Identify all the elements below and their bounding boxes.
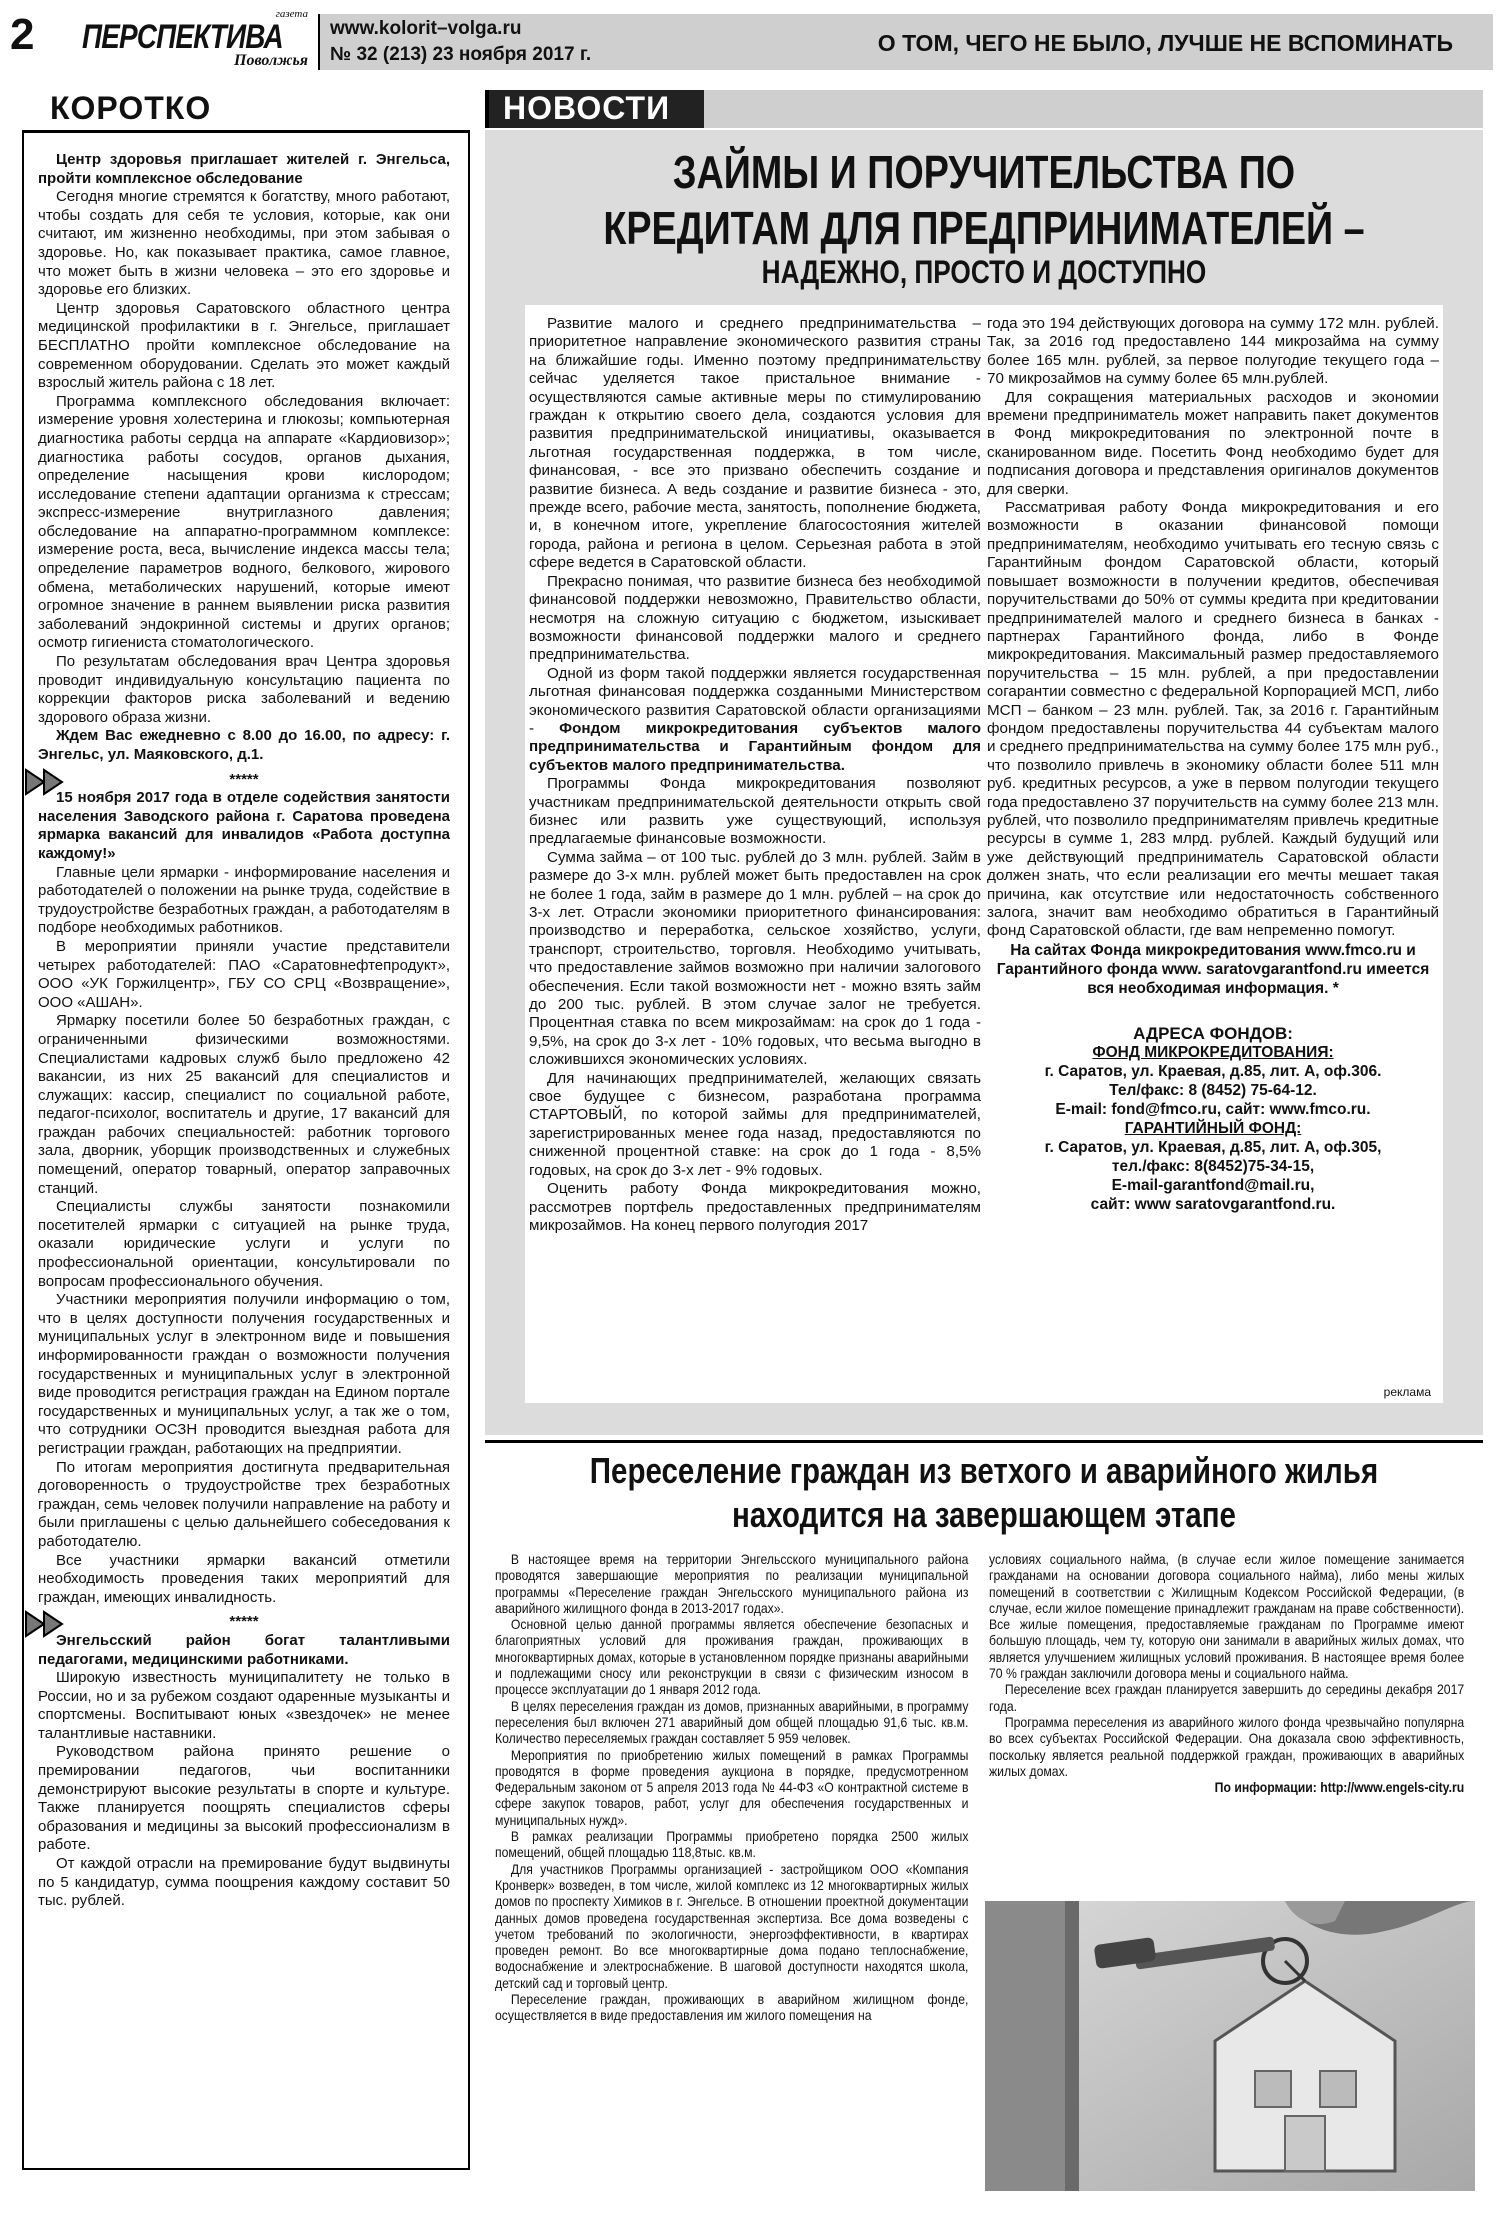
korotko-header xyxy=(22,90,470,128)
novosti-title: НОВОСТИ xyxy=(503,90,671,126)
fund1-address: г. Саратов, ул. Краевая, д.85, лит. А, оф.306. xyxy=(1044,1062,1382,1080)
ad-body xyxy=(525,305,1443,1403)
page-number: 2 xyxy=(10,10,35,59)
fund1-email: E-mail: fond@fmco.ru, сайт: www.fmco.ru. xyxy=(1055,1100,1371,1118)
fund2-site: сайт: www saratovgarantfond.ru. xyxy=(1090,1195,1336,1213)
fund2-title: ГАРАНТИЙНЫЙ ФОНД: xyxy=(1124,1119,1302,1137)
fund2-phone: тел./факс: 8(8452)75-34-15, xyxy=(1111,1157,1315,1175)
item2-paragraph: Специалисты службы занятости познакомили посетителей ярмарки с ситуацией на рынке труда, оказали юридические услуги и услуги по профессиональной ориентации, консультировали по вопросам профессионального обучения. xyxy=(38,1198,450,1290)
ad-headline: ЗАЙМЫ И ПОРУЧИТЕЛЬСТВА ПО КРЕДИТАМ ДЛЯ ПРЕДПРИНИМАТЕЛЕЙ – xyxy=(603,146,1365,254)
ad-paragraph: Развитие малого и среднего предпринимательства – приоритетное направление экономического развития страны на ближайшие годы. Именно поэтому предпринимательству сейчас уделяется такое пристальное внимание - осуществляются самые активные меры по стимулированию граждан к открытию своего дела, создаются условия для развития предпринимательской инициативы, оказывается льготная государственная поддержка, в том числе, финансовая, - все это призвано обеспечить создание и развитие бизнеса. А ведь создание и развитие бизнеса - это, прежде всего, рабочие места, занятость, пополнение бюджета, и, в конечном итоге, укрепление благосостояния жителей города, района и региона в целом. Серьезная работа в этой сфере ведется в Саратовской области. xyxy=(529,315,981,572)
article2-paragraph: Переселение всех граждан планируется завершить до середины декабря 2017 года. xyxy=(989,1681,1465,1714)
issue-info: № 32 (213) 23 ноября 2017 г. xyxy=(330,44,592,65)
resettlement-article xyxy=(485,1440,1483,2190)
item1-lead: Центр здоровья приглашает жителей г. Энгельса, пройти комплексное обследование xyxy=(38,151,450,187)
article2-paragraph: Переселение граждан, проживающих в аварийном жилищном фонде, осуществляется в виде предоставления им жилого помещения на xyxy=(495,1991,969,2024)
ad-paragraph: Для начинающих предпринимателей, желающих связать свое будущее с бизнесом, разработана программа СТАРТОВЫЙ, по которой займы для предпринимателей, зарегистрированных менее года назад, предоставляются по сниженной процентной ставке: на срок до 1 года - 8,5% годовых, на срок до 3-х лет - 9% годовых. xyxy=(529,1069,981,1179)
ad-article xyxy=(485,130,1483,1435)
item3-paragraph: Руководством района принято решение о премировании педагогов, чьи воспитанники демонстрируют высокие результаты в спорте и культуре. Также планируется поощрять специалистов сферы образования и медицины за высокий профессионализм в работе. xyxy=(38,1743,450,1854)
item1-paragraph: Центр здоровья Саратовского областного центра медицинской профилактики в г. Энгельсе, приглашает БЕСПЛАТНО пройти комплексное обследование на современном оборудовании. Сделать это может каждый взрослый житель района с 18 лет. xyxy=(38,299,450,392)
item3-lead: Энгельсский район богат талантливыми педагогами, медицинскими работниками. xyxy=(38,1631,450,1668)
korotko-box xyxy=(22,130,470,2170)
fund2-address: г. Саратов, ул. Краевая, д.85, лит. А, оф.305, xyxy=(1044,1138,1382,1156)
ad-paragraph: Для сокращения материальных расходов и экономии времени предприниматель может направить пакет документов в Фонд микрокредитования по электронной почте в сканированном виде. Посетить Фонд необходимо будет для подписания договора и представления оригиналов документов для сверки. xyxy=(987,388,1439,498)
item2-paragraph: Ярмарку посетили более 50 безработных граждан, с ограниченными физическими возможностями. Специалистами кадровых служб было предложено 42 вакансии, из них 25 вакансий для специалистов и служащих: кассир, специалист по социальной работе, педагог-психолог, воспитатель и другие, 17 вакансий для граждан рабочих специальностей: работник торгового зала, дворник, уборщик производственных и служебных помещений, оператор товарный, оператор заправочных станций. xyxy=(38,1012,450,1197)
item2-lead: 15 ноября 2017 года в отделе содействия занятости населения Заводского района г. Саратова проведена ярмарка вакансий для инвалидов «Работа доступна каждому!» xyxy=(38,789,450,862)
double-arrow-icon xyxy=(24,767,76,797)
separator-stars: ***** xyxy=(229,1613,259,1631)
article2-paragraph: В целях переселения граждан из домов, признанных аварийными, в программу переселения был включен 271 аварийный дом общей площадью 91,6 тыс. кв.м. Количество переселяемых граждан составляет 5 959 человек. xyxy=(495,1697,969,1747)
page-header xyxy=(0,0,1505,78)
ad-paragraph xyxy=(529,665,981,775)
ad-label: реклама xyxy=(1383,1385,1431,1399)
ad-contacts xyxy=(987,941,1439,1214)
masthead-subtitle: Поволжья xyxy=(234,52,308,69)
ad-paragraph: Прекрасно понимая, что развитие бизнеса без необходимой финансовой поддержки невозможно, Правительство области, несмотря на сложную ситуацию с бюджетом, изыскивает возможности финансовой поддержки малого и среднего предпринимательства. xyxy=(529,572,981,664)
masthead-gazeta: газета xyxy=(275,8,308,20)
item1-closing: Ждем Вас ежедневно с 8.00 до 16.00, по адресу: г. Энгельс, ул. Маяковского, д.1. xyxy=(38,727,450,763)
article2-paragraph: В рамках реализации Программы приобретено порядка 2500 жилых помещений, общей площадью 118,8тыс. кв.м. xyxy=(495,1828,969,1861)
page-rubric: О ТОМ, ЧЕГО НЕ БЫЛО, ЛУЧШЕ НЕ ВСПОМИНАТЬ xyxy=(877,30,1453,56)
ad-paragraph: Оценить работу Фонда микрокредитования можно, рассмотрев портфель предоставленных предпринимателям микрозаймов. На конец первого полугодия 2017 xyxy=(529,1180,981,1234)
ad-column-2 xyxy=(987,315,1439,1214)
ad-paragraph: Программы Фонда микрокредитования позволяют участникам предпринимательской деятельности открыть свой бизнес или развить уже существующий, используя предлагаемые финансовые возможности. xyxy=(529,775,981,848)
novosti-header xyxy=(485,90,1483,128)
ad-sites-info: На сайтах Фонда микрокредитования www.fmco.ru и Гарантийного фонда www. saratovgarantfond.ru имеется вся необходимая информация. * xyxy=(996,941,1430,997)
fund1-title: ФОНД МИКРОКРЕДИТОВАНИЯ: xyxy=(1092,1043,1334,1061)
item1-paragraph: Программа комплексного обследования включает: измерение уровня холестерина и глюкозы; компьютерная диагностика работы сердца на аппарате «Кардиовизор»; диагностика работы сосудов, органов дыхания, определение насыщения крови кислородом; исследование степени адаптации организма к стрессам; экспресс-измерение внутриглазного давления; обследование на аппаратно-программном комплексе: измерение роста, веса, вычисление индекса массы тела; определение параметров водного, белкового, жирового обмена, метаболических нарушений, которые имеют огромное значение в раннем выявлении риска развития заболеваний эндокринной системы и других органов; осмотр гигиениста стоматологического. xyxy=(38,392,450,652)
item1-paragraph: Сегодня многие стремятся к богатству, много работают, чтобы создать для себя те условия, которые, как они считают, им жизненно необходимы, при этом забывая о здоровье. Но, как показывает практика, самое главное, что может быть в жизни человека – это его здоровье и здоровье его близких. xyxy=(38,188,450,299)
article2-paragraph: В настоящее время на территории Энгельсского муниципального района проводятся завершающие мероприятия по реализации муниципальной программы «Переселение граждан Энгельсского муниципального района из аварийного жилищного фонда в 2013-2017 годах». xyxy=(495,1551,969,1616)
article2-paragraph: Для участников Программы организацией - застройщиком ООО «Компания Кронверк» возведен, в том числе, жилой комплекс из 12 многоквартирных жилых домов по проспекту Химиков в г. Энгельсе. В отношении проектной документации данных домов проведена государственная экспертиза. Все дома возведены с учетом требований по экологичности, энергоэффективности, в квартирах проведен ремонт. Во все многоквартирные дома подано теплоснабжение, водоснабжение и электроснабжение. В шаговой доступности находятся школа, детский сад и торговый центр. xyxy=(495,1860,969,1991)
item2-paragraph: Все участники ярмарки вакансий отметили необходимость проведения таких мероприятий для граждан, имеющих инвалидность. xyxy=(38,1551,450,1606)
article2-source: По информации: http://www.engels-city.ru xyxy=(1214,1779,1465,1796)
double-arrow-icon xyxy=(24,1609,76,1639)
ad-subheadline: НАДЕЖНО, ПРОСТО И ДОСТУПНО xyxy=(761,254,1207,290)
korotko-column xyxy=(22,90,470,2190)
ad-column-1 xyxy=(529,315,981,1235)
ad-addresses-title: АДРЕСА ФОНДОВ: xyxy=(1133,1023,1293,1043)
article2-paragraph: условиях социального найма, (в случае если жилое помещение занимается гражданами на основании договора социального найма), либо мены жилых помещений в соответствии с Жилищным Кодексом Российской Федерации, (в случае, если жилое помещение принадлежит гражданам на праве собственности). Все жилые помещения, предоставляемые гражданам по Программе имеют большую площадь, чем ту, которую они занимали в аварийных жилых домах, что является улучшением жилищных условий проживания. В настоящее время более 70 % граждан заключили договора мены и социального найма. xyxy=(989,1551,1465,1682)
item1-paragraph: По результатам обследования врач Центра здоровья проводит индивидуальную консультацию пациента по коррекции факторов риска заболеваний и ведению здорового образа жизни. xyxy=(38,653,450,726)
site-url: www.kolorit–volga.ru xyxy=(330,18,522,39)
header-info-bar xyxy=(318,14,1493,70)
item3-paragraph: От каждой отрасли на премирование будут выдвинуты по 5 кандидатур, сумма поощрения каждому составит 50 тыс. рублей. xyxy=(38,1855,450,1910)
ad-paragraph: года это 194 действующих договора на сумму 172 млн. рублей. Так, за 2016 год предоставлено 144 микрозайма на сумму более 165 млн. рублей, за первое полугодие текущего года – 70 микрозаймов на сумму более 65 млн.рублей. xyxy=(987,315,1439,388)
item2-paragraph: Главные цели ярмарки - информирование населения и работодателей о положении на рынке труда, содействие в трудоустройстве безработных граждан, а работодателям в подборе необходимых работников. xyxy=(38,863,450,937)
fund1-phone: Тел/факс: 8 (8452) 75-64-12. xyxy=(1109,1081,1317,1099)
ad-text: Одной из форм такой поддержки является государственная льготная финансовая поддержка созданными Министерством экономического развития Саратовской области организациями - xyxy=(529,664,981,737)
item2-paragraph: В мероприятии приняли участие представители четырех работодателей: ПАО «Саратовнефтепродукт», ООО «УК Горжилцентр», ГБУ СО СРЦ «Возвращение», ООО «АШАН». xyxy=(38,937,450,1011)
article2-column-2 xyxy=(989,1551,1464,1795)
article2-paragraph: Основной целью данной программы является обеспечение безопасных и благоприятных условий для проживания граждан, проживающих в многоквартирных домах, которые в установленном порядке признаны аварийными и подлежащими сносу или реконструкции в связи с физическим износом в процессе эксплуатации до 1 января 2012 года. xyxy=(495,1616,969,1698)
item2-paragraph: По итогам мероприятия достигнута предварительная договоренность о трудоустройстве трех безработных граждан, семь человек получили направление на работу и были приглашены с целью дальнейшего собеседования к работодателю. xyxy=(38,1458,450,1550)
masthead-title: ПЕРСПЕКТИВА xyxy=(82,18,283,56)
item3-paragraph: Широкую известность муниципалитету не только в России, но и за рубежом создают одаренные музыканты и спортсмены. Воспитывают юных «звездочек» не менее талантливые наставники. xyxy=(38,1669,450,1742)
item2-paragraph: Участники мероприятия получили информацию о том, что в целях доступности получения государственных и муниципальных услуг в электронном виде и повышения информированности граждан о возможности получения государственных и муниципальных услуг в электронной виде проводится регистрация граждан на Едином портале государственных и муниципальных услуг, а так же о том, что сотрудники ОСЗН проводится выездная работа для регистрации граждан, работающих на предприятии. xyxy=(38,1291,450,1457)
korotko-title: КОРОТКО xyxy=(50,90,212,126)
article2-paragraph: Мероприятия по приобретению жилых помещений в рамках Программы проводятся в форме проведения аукциона в порядке, предусмотренном Федеральным законом от 5 апреля 2013 года № 44-ФЗ «О контрактной системе в сфере закупок товаров, работ, услуг для обеспечения государственных и муниципальных нужд». xyxy=(495,1746,969,1828)
korotko-text xyxy=(38,151,450,1911)
house-keychain-photo xyxy=(985,1901,1475,2191)
fund2-email: E-mail-garantfond@mail.ru, xyxy=(1111,1176,1315,1194)
article2-paragraph: Программа переселения из аварийного жилого фонда чрезвычайно популярна во всех субъектах Российской Федерации. Она доказала свою эффективность, поскольку является реальной поддержкой граждан, проживающих в аварийных жилых домах. xyxy=(989,1713,1465,1779)
separator-stars: ***** xyxy=(229,770,259,788)
ad-paragraph: Рассматривая работу Фонда микрокредитования и его возможности в оказании финансовой помощи предпринимателям, необходимо учитывать его тесную связь с Гарантийным фондом Саратовской области, который повышает возможности в получении кредитов, обеспечивая поручительствами до 50% от суммы кредита при кредитовании предпринимателей малого и среднего бизнеса в банках - партнерах Гарантийного фонда, либо в Фонде микрокредитования. Максимальный размер предоставляемого поручительства – 15 млн. рублей, а при предоставлении согарантии совместно с федеральной Корпорацией МСП, либо МСП – банком – 23 млн. рублей. Так, за 2016 г. Гарантийным фондом предоставлены поручительства 44 субъектам малого и среднего предпринимательства на сумму более 175 млн руб., что позволило привлечь в экономику области более 511 млн руб. кредитных ресурсов, а уже в первом полугодии текущего года предоставлено 37 поручительств на сумму более 213 млн. рублей, что позволило предпринимателям привлечь кредитные ресурсы в сумме 1, 283 млрд. рублей. Каждый будущий или уже действующий предприниматель Саратовской области должен знать, что если реализации его мечты мешает такая причина, как отсутствие или недостаточность собственного залога, значит вам необходимо обратиться в Гарантийный фонд Саратовской области, где вам непременно помогут. xyxy=(987,499,1439,940)
ad-paragraph: Сумма займа – от 100 тыс. рублей до 3 млн. рублей. Займ в размере до 3-х млн. рублей может быть предоставлен на срок не более 1 года, займ в размере до 1 млн. рублей – на срок до 3-х лет. Отрасли экономики приоритетного финансирования: производство и переработка, сельское хозяйство, услуги, транспорт, строительство, торговля. Необходимо учитывать, что предоставление займов возможно при наличии залогового обеспечения. Если такой возможности нет - можно взять займ до 200 тыс. рублей. В этом случае залог не требуется. Процентная ставка по всем микрозаймам: на срок до 1 года - 9,5%, на срок до 3-х лет - 10% годовых, что весьма выгодно в сложившихся экономических условиях. xyxy=(529,848,981,1069)
masthead-logo xyxy=(82,8,314,70)
article2-headline: Переселение граждан из ветхого и аварийного жилья находится на завершающем этапе xyxy=(589,1450,1379,1535)
article2-column-1 xyxy=(495,1551,968,2024)
ad-funds-emphasis: Фондом микрокредитования субъектов малого предпринимательства и Гарантийным фондом для субъектов малого предпринимательства. xyxy=(529,719,981,774)
